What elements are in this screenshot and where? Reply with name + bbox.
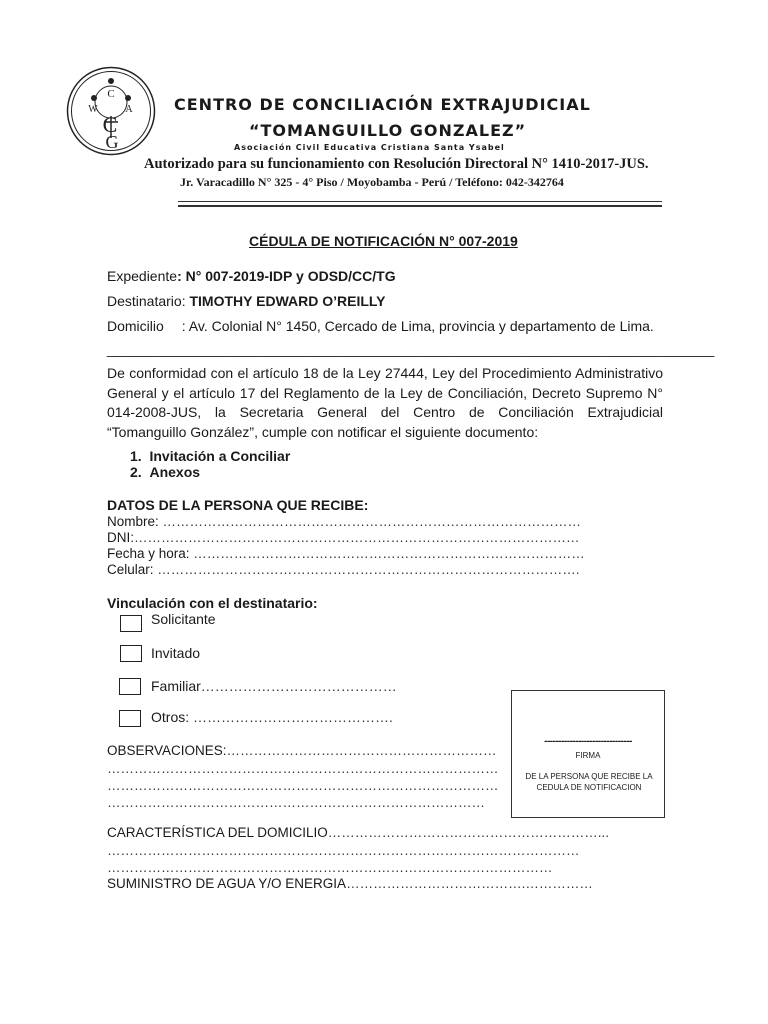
logo-letter-c-big: C [102,112,118,137]
familiar-dots: …………………………………… [200,678,397,694]
observaciones-line3: …………………………………………………………………………… [107,778,499,793]
option-otros [151,709,393,725]
domicilio-char-dots: ……………………………………………………... [327,825,610,840]
fecha-dots: …………………………………………………………………………… [193,546,585,561]
domicilio-line [107,318,654,334]
receiver-field-dni [107,530,580,545]
receiver-heading: DATOS DE LA PERSONA QUE RECIBE: [107,497,369,513]
institution-logo-seal [66,66,156,156]
domicilio-char-line2: …………………………………………………………………………………………… [107,843,580,858]
observaciones-line2: …………………………………………………………………………… [107,761,499,776]
header-association: Asociación Civil Educativa Cristiana Santa Ysabel [234,143,505,152]
header-address: Jr. Varacadillo N° 325 - 4° Piso / Moyobamba - Perú / Teléfono: 042-342764 [180,175,564,189]
document-item-2: 2. Anexos [130,464,201,480]
destinatario-line [107,293,386,309]
logo-letter-a: A [125,104,133,115]
invitado-label: Invitado [151,645,201,661]
notification-paragraph: De conformidad con el artículo 18 de la Ley 27444, Ley del Procedimiento Administrativo General y el artículo 17 del Reglamento de la Ley de Conciliación, Decreto Supremo N° 014-2008-JUS, la Secretaria General del Centro de Conciliación Extrajudicial “Tomanguillo González”, cumple con notificar el siguiente documento: [107,365,663,440]
otros-dots: ……………………………………. [193,709,393,725]
document-item-1-label: Invitación a Conciliar [149,448,291,464]
otros-label: Otros: [151,709,194,725]
expediente-value: : N° 007-2019-IDP y ODSD/CC/TG [177,268,396,284]
nombre-dots: ………………………………………………………………………………… [162,514,582,529]
signature-firma-label: FIRMA [575,751,601,760]
signature-line: ------------------------------- [544,736,632,747]
header-title-line1: CENTRO DE CONCILIACIÓN EXTRAJUDICIAL [174,95,591,114]
receiver-field-nombre [107,514,581,529]
suministro-dots: ………………………………….…………… [346,876,593,891]
celular-label: Celular: [107,562,158,577]
header-rule-bottom [178,205,662,207]
option-invitado [151,645,200,661]
header-title-line2: “TOMANGUILLO GONZALEZ” [249,121,527,140]
signature-description: DE LA PERSONA QUE RECIBE LA CEDULA DE NOTIFICACION [525,772,653,792]
expediente-label: Expediente [107,268,178,284]
signature-box [511,690,665,818]
observaciones-line1 [107,743,497,758]
receiver-field-celular [107,562,580,577]
observaciones-label: OBSERVACIONES: [107,743,227,758]
checkbox-familiar[interactable] [119,678,141,695]
header-authorization: Autorizado para su funcionamiento con Resolución Directoral N° 1410-2017-JUS. [144,156,649,172]
solicitante-label: Solicitante [151,611,216,627]
logo-letter-w: W [88,104,98,115]
document-item-2-label: Anexos [149,464,201,480]
domicilio-char-line1 [107,825,609,840]
fecha-label: Fecha y hora: [107,546,194,561]
celular-dots: …………………………………………………………………………………. [157,562,580,577]
observaciones-line4: ………………………………………………………………………… [107,795,485,810]
logo-letter-c-top: C [107,88,115,100]
checkbox-invitado[interactable] [120,645,142,662]
separator-line: ______________________________________________________________________________ [107,341,715,357]
domicilio-label: Domicilio [107,318,164,334]
familiar-label: Familiar [151,678,201,694]
domicilio-char-line3: ……………………………………………………………………………………… [107,860,553,875]
domicilio-value: : Av. Colonial N° 1450, Cercado de Lima, provincia y departamento de Lima. [181,318,654,334]
document-title: CÉDULA DE NOTIFICACIÓN N° 007-2019 [249,233,518,249]
option-solicitante [151,611,216,627]
receiver-field-fecha [107,546,585,561]
logo-letter-g: G [105,132,119,152]
observaciones-dots: …………………………………………………… [226,743,497,758]
suministro-label: SUMINISTRO DE AGUA Y/O ENERGIA [107,876,347,891]
destinatario-value: TIMOTHY EDWARD O’REILLY [189,293,386,309]
expediente-line [107,268,396,284]
checkbox-solicitante[interactable] [120,615,142,632]
vinculacion-heading: Vinculación con el destinatario: [107,595,318,611]
nombre-label: Nombre: [107,514,163,529]
suministro-line [107,876,593,891]
header-rule-top [178,201,662,202]
destinatario-label: Destinatario: [107,293,190,309]
dni-dots: ……………………………………………………………………………………… [134,530,580,545]
option-familiar [151,678,397,694]
dni-label: DNI: [107,530,134,545]
domicilio-char-label: CARACTERÍSTICA DEL DOMICILIO [107,825,328,840]
checkbox-otros[interactable] [119,710,141,727]
document-item-1: 1. Invitación a Conciliar [130,448,291,464]
